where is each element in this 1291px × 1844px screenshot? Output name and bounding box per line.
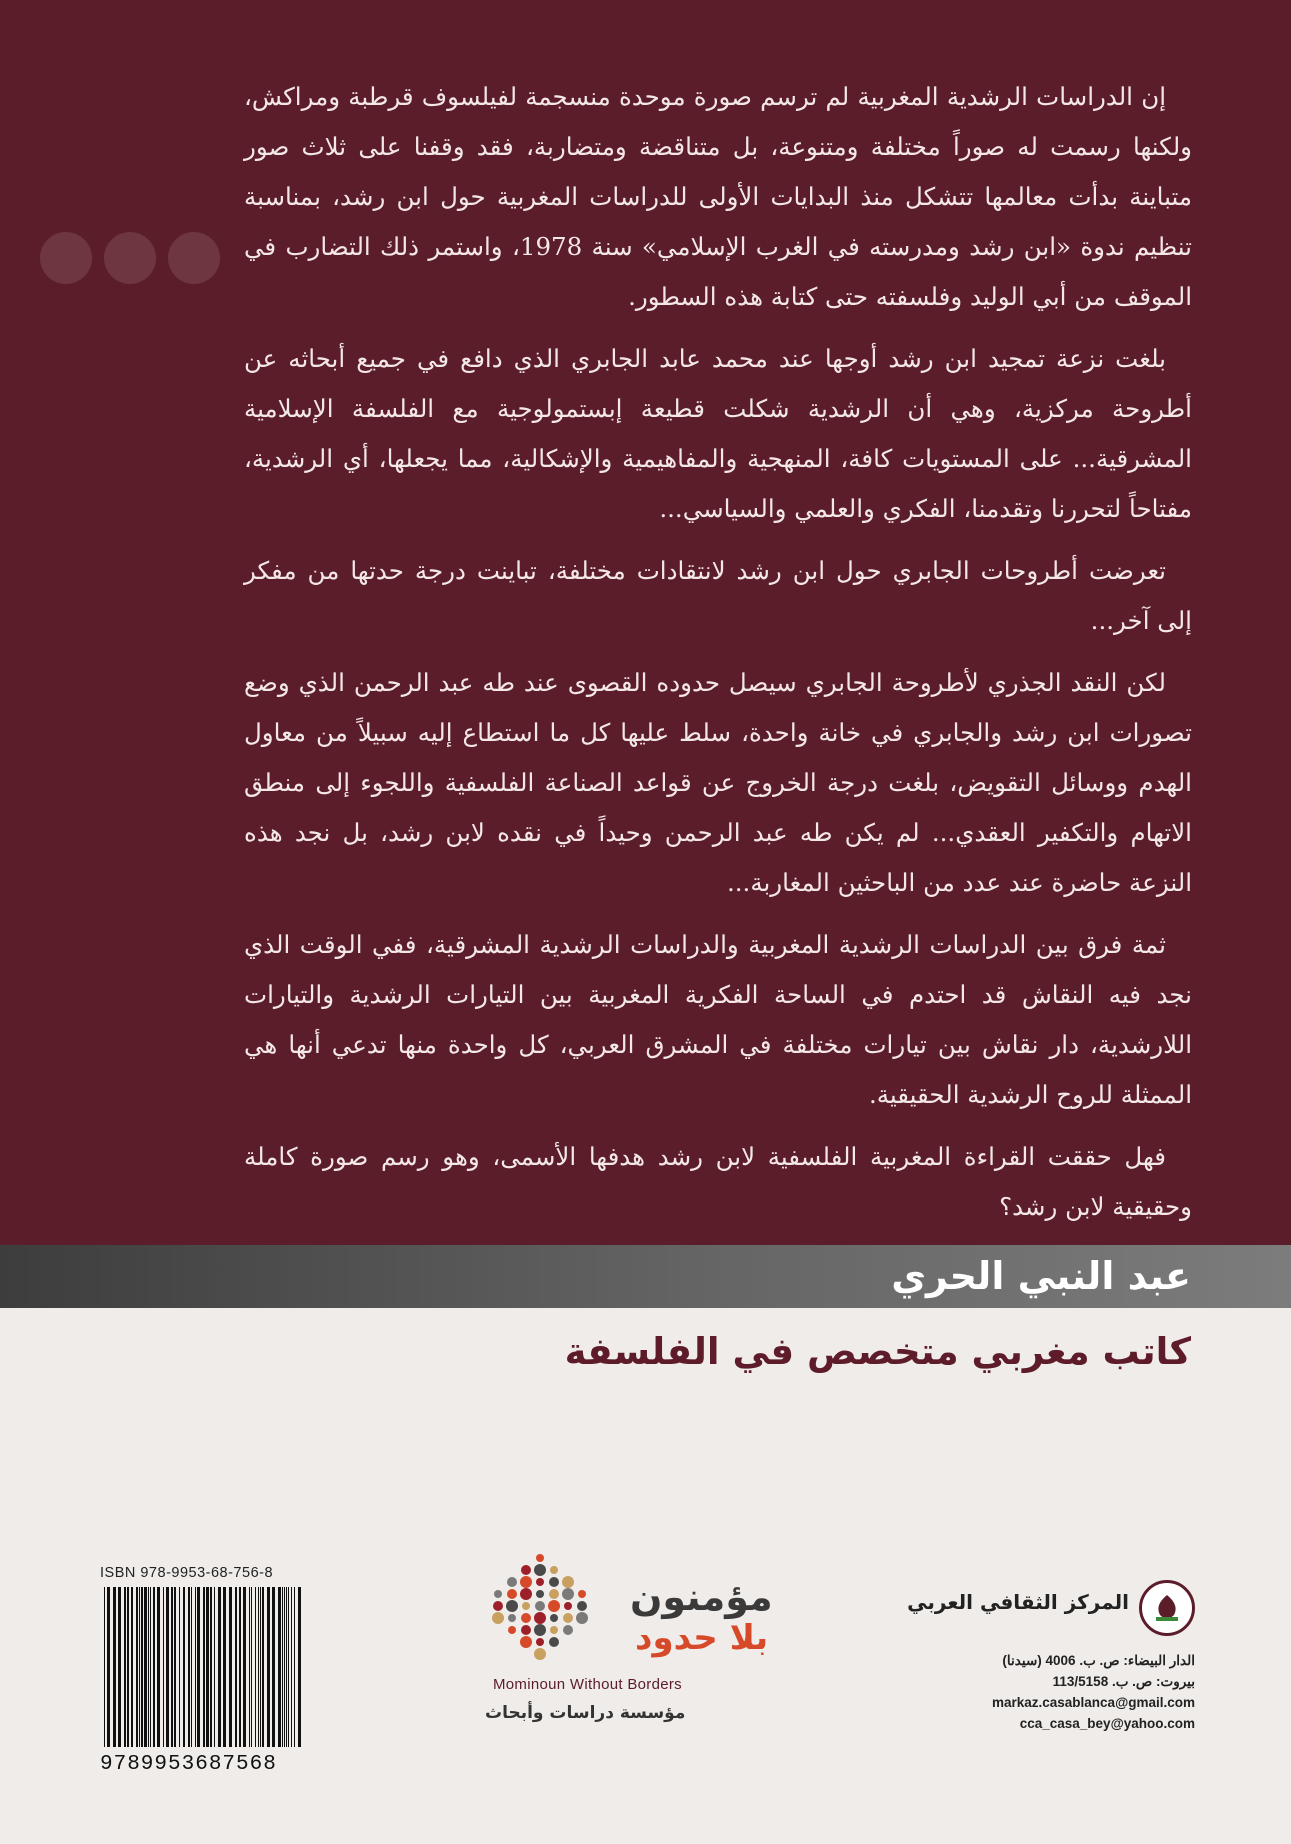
- barcode-block: [100, 1565, 306, 1776]
- blurb-paragraph-2: بلغت نزعة تمجيد ابن رشد أوجها عند محمد عابد الجابري الذي دافع في جميع أبحاثه عن أطروحة مركزية، وهي أن الرشدية شكلت قطيعة إبستمولوجية مع الفلسفة الإسلامية المشرقية... على المستويات كافة، المنهجية والمفاهيمية والإشكالية، مما يجعلها، أي الرشدية، مفتاحاً لتحررنا وتقدمنا، الفكري والعلمي والسياسي...: [244, 344, 1192, 523]
- email-line: cca_casa_bey@yahoo.com: [1019, 1716, 1195, 1731]
- address-line: الدار البيضاء: ص. ب. 4006 (سيدنا): [1002, 1653, 1195, 1668]
- author-name: عبد النبي الحري: [891, 1254, 1191, 1298]
- blurb-text: [244, 72, 1192, 1244]
- barcode-icon: [100, 1587, 306, 1747]
- publisher-logo-icon: [1139, 1580, 1195, 1636]
- publisher-address: [992, 1650, 1195, 1734]
- isbn-label: ISBN 978-9953-68-756-8: [100, 1565, 274, 1581]
- author-description: كاتب مغربي متخصص في الفلسفة: [564, 1330, 1191, 1373]
- blurb-paragraph-6: فهل حققت القراءة المغربية الفلسفية لابن رشد هدفها الأسمى، وهو رسم صورة كاملة وحقيقية لابن رشد؟: [244, 1142, 1192, 1221]
- dot-icon: [104, 232, 156, 284]
- blurb-paragraph-3: تعرضت أطروحات الجابري حول ابن رشد لانتقادات مختلفة، تباينت درجة حدتها من مفكر إلى آخر...: [244, 556, 1192, 635]
- publisher-name: المركز الثقافي العربي: [907, 1590, 1129, 1614]
- mominoun-subtitle: مؤسسة دراسات وأبحاث: [485, 1703, 686, 1723]
- email-line: markaz.casablanca@gmail.com: [991, 1695, 1195, 1710]
- dot-icon: [40, 232, 92, 284]
- mominoun-name-ar: مؤمنون: [630, 1575, 773, 1619]
- blurb-paragraph-1: إن الدراسات الرشدية المغربية لم ترسم صورة موحدة منسجمة لفيلسوف قرطبة ومراكش، ولكنها رسمت له صوراً مختلفة ومتنوعة، بل متناقضة ومتضاربة، فقد وقفنا على ثلاث صور متباينة بدأت معالمها تتشكل منذ البدايات الأولى للدراسات المغربية حول ابن رشد، بمناسبة تنظيم ندوة «ابن رشد ومدرسته في الغرب الإسلامي» سنة 1978، واستمر ذلك التضارب في الموقف من أبي الوليد وفلسفته حتى كتابة هذه السطور.: [244, 82, 1192, 311]
- address-line: بيروت: ص. ب. 113/5158: [1052, 1674, 1195, 1689]
- author-bar: [0, 1245, 1291, 1308]
- blurb-paragraph-4: لكن النقد الجذري لأطروحة الجابري سيصل حدوده القصوى عند طه عبد الرحمن الذي وضع تصورات ابن رشد والجابري في خانة واحدة، سلط عليها كل ما استطاع إليه سبيلاً من معاول الهدم ووسائل التقويض، بلغت درجة الخروج عن قواعد الصناعة الفلسفية واللجوء إلى منطق الاتهام والتكفير العقدي... لم يكن طه عبد الرحمن وحيداً في نقده لابن رشد، بل نجد هذه النزعة حاضرة عند عدد من الباحثين المغاربة...: [244, 668, 1192, 897]
- mominoun-logo: [475, 1550, 775, 1730]
- without-borders-ar: بلا حدود: [635, 1618, 769, 1658]
- dot-icon: [168, 232, 220, 284]
- blurb-paragraph-5: ثمة فرق بين الدراسات الرشدية المغربية والدراسات الرشدية المشرقية، ففي الوقت الذي نجد فيه النقاش قد احتدم في الساحة الفكرية المغربية بين التيارات الرشدية والتيارات اللارشدية، دار نقاش بين تيارات مختلفة في المشرق العربي، كل واحدة منها تدعي أنها هي الممثلة للروح الرشدية الحقيقية.: [244, 930, 1192, 1109]
- dot-cluster-icon: [475, 1550, 605, 1670]
- barcode-number: 9789953687568: [100, 1753, 277, 1776]
- mominoun-name-en: Mominoun Without Borders: [493, 1676, 682, 1693]
